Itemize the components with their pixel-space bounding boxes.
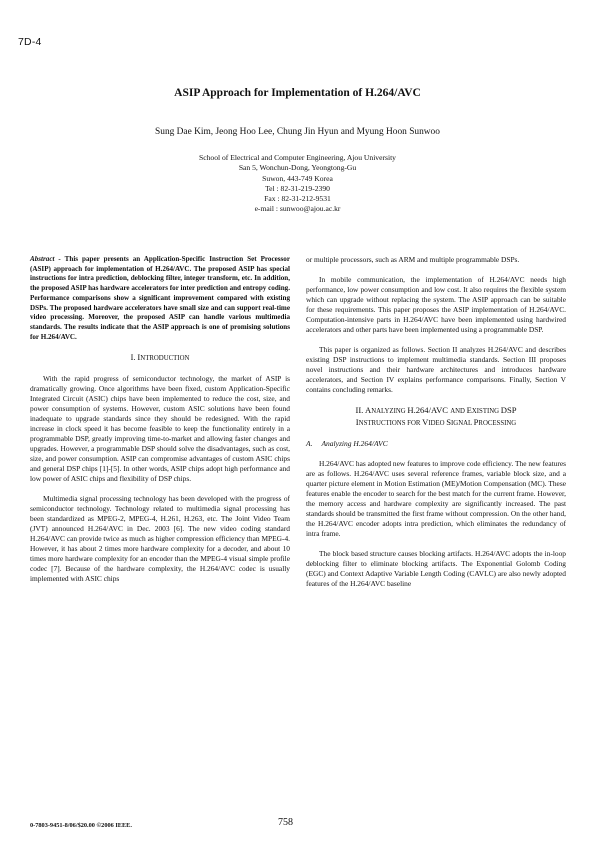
heading-part: P: [473, 417, 479, 427]
heading-part: DSP: [500, 405, 517, 415]
affiliation-line: San 5, Wonchun-Dong, Yeongtong-Gu: [238, 163, 357, 173]
affiliation-line: Tel : 82-31-219-2390: [265, 183, 330, 193]
heading-part: AND: [450, 408, 467, 415]
heading-part: NALYZING: [371, 408, 408, 415]
abstract-text: This paper presents an Application-Specific Instruction Set Processor (ASIP) approach for implementation of H.264/AVC. The proposed ASIP has special instructions for intra prediction, deblocking filter, integer transform, etc. In addition, the proposed ASIP has hardware accelerators for inter prediction and entropy coding. Performance comparisons show a significant improvement compared with existing DSPs. The proposed hardware accelerators have small size and can support real-time video processing. Moreover, the proposed ASIP can handle various multimedia standards. The results indicate that the ASIP approach is one of promising solutions for H.264/AVC.: [30, 255, 290, 341]
paragraph: With the rapid progress of semiconductor technology, the market of ASIP is dramatically growing. Once algorithms have been fixed, custom Application-Specific Integrated Circuit (ASIC) chips have been implemented to reduce the cost, size, and power consumption of systems. However, custom ASIC solutions have been found inadequate to upgrade standards since they should be redesigned. With the rapid increase in clock speed it has become feasible to keep the functionality entirely in a programmable DSP, greatly improving time-to-market and allowing faster changes and upgrades. However, a programmable DSP should solve the disadvantages, such as cost, size, and power consumption. ASIP can compromise advantages of custom ASIC chips and general DSP chips [1]-[5]. In other words, ASIP chips adopt high performance and low power of ASIC chips and flexibility of DSP chips.: [30, 374, 290, 484]
section-number: I.: [130, 353, 136, 363]
heading-part: XISTING: [471, 408, 501, 415]
subsection-number: A.: [306, 439, 313, 448]
section-heading-introduction: [30, 352, 290, 364]
affiliation-line: Fax : 82-31-212-9531: [264, 194, 331, 204]
heading-part: E: [466, 405, 472, 415]
paragraph: Multimedia signal processing technology has been developed with the progress of semiconductor technology. Technology related to multimedia signal processing has been standardized as MPEG-2, MPEG-4, H.261, H.263, etc. The Joint Video Team (JVT) announced H.264/AVC in Dec. 2003 [6]. The new video coding standard H.264/AVC can provide twice as much as higher compression efficiency than MPEG-4. However, it has about 2 times more hardware complexity for a decoder, and about 10 times more hardware complexity for an encoder than the MPEG-4 visual simple profile codec [7]. Because of the hardware complexity, the H.264/AVC codec is usually implemented with ASIC chips: [30, 494, 290, 584]
abstract: [30, 255, 290, 342]
affiliation-line: Suwon, 443-749 Korea: [262, 173, 333, 183]
left-column: [30, 255, 290, 594]
heading-part: H.264/AVC: [407, 405, 451, 415]
heading-part: IGNAL: [451, 420, 474, 427]
copyright-notice: 0-7803-9451-8/06/$20.00 ©2006 IEEE.: [30, 822, 132, 829]
subsection-title: Analyzing H.264/AVC: [321, 439, 388, 448]
heading-part: ROCESSING: [478, 420, 517, 427]
paragraph: The block based structure causes blocking artifacts. H.264/AVC adopts the in-loop deblocking filter to eliminate blocking artifacts. The Exponential Golomb Coding (EGC) and Context Adaptive Variable Length Coding (CAVLC) are also newly adopted features of the H.264/AVC baseline: [306, 549, 566, 588]
author-list: Sung Dae Kim, Jeong Hoo Lee, Chung Jin Hyun and Myung Hoon Sunwoo: [155, 127, 440, 137]
heading-line: [306, 417, 566, 429]
heading-part: II. A: [355, 405, 372, 415]
paragraph: This paper is organized as follows. Section II analyzes H.264/AVC and describes existing DSP instructions to implement multimedia standards. Section III proposes novel instructions and their hardware architectures and introduces hardware accelerators, and Section IV explains performance comparisons. Finally, Section V contains concluding remarks.: [306, 345, 566, 394]
affiliation-line: School of Electrical and Computer Engineering, Ajou University: [199, 153, 396, 162]
affiliation-email: e-mail : sunwoo@ajou.ac.kr: [254, 204, 341, 214]
page-number: 758: [278, 817, 293, 828]
section-heading-analyzing: [306, 405, 566, 429]
heading-part: NSTRUCTIONS FOR: [358, 420, 423, 427]
page-id: 7D-4: [18, 36, 42, 48]
heading-rest: NTRODUCTION: [140, 355, 190, 363]
affiliation-block: [0, 153, 595, 215]
paper-title: ASIP Approach for Implementation of H.264/AVC: [174, 87, 421, 99]
right-column: [306, 255, 566, 599]
abstract-label: Abstract -: [30, 255, 61, 263]
heading-part: S: [446, 417, 452, 427]
heading-line: [306, 405, 566, 417]
subsection-heading: [306, 439, 566, 449]
heading-cap: I: [137, 352, 141, 363]
heading-part: IDEO: [428, 420, 447, 427]
paragraph: H.264/AVC has adopted new features to improve code efficiency. The new features are as follows. H.264/AVC uses several reference frames, variable block size, and a quarter picture element in Motion Estimation (ME)/Motion Compensation (MC). These features enable the encoder to search for the best match for the current frame. However, the memory access and hardware complexity are significantly increased. The past standards should be transmitted the first frame without compression. On the other hand, the H.264/AVC encoder adopts intra prediction, which eliminates the redundancy of intra frame.: [306, 459, 566, 538]
paragraph: or multiple processors, such as ARM and multiple programmable DSPs.: [306, 255, 520, 264]
heading-part: V: [422, 417, 429, 427]
heading-part: I: [355, 417, 359, 427]
paragraph: In mobile communication, the implementation of H.264/AVC needs high performance, low power consumption and low cost. It also requires the flexible system which can upgrade without replacing the system. The ASIP approach can be suitable for these requirements. This paper proposes the ASIP implementation of H.264/AVC. Computation-intensive parts in H.264/AVC have been implemented using hardwired accelerators and other parts have been implemented using a programmable DSP.: [306, 275, 566, 334]
